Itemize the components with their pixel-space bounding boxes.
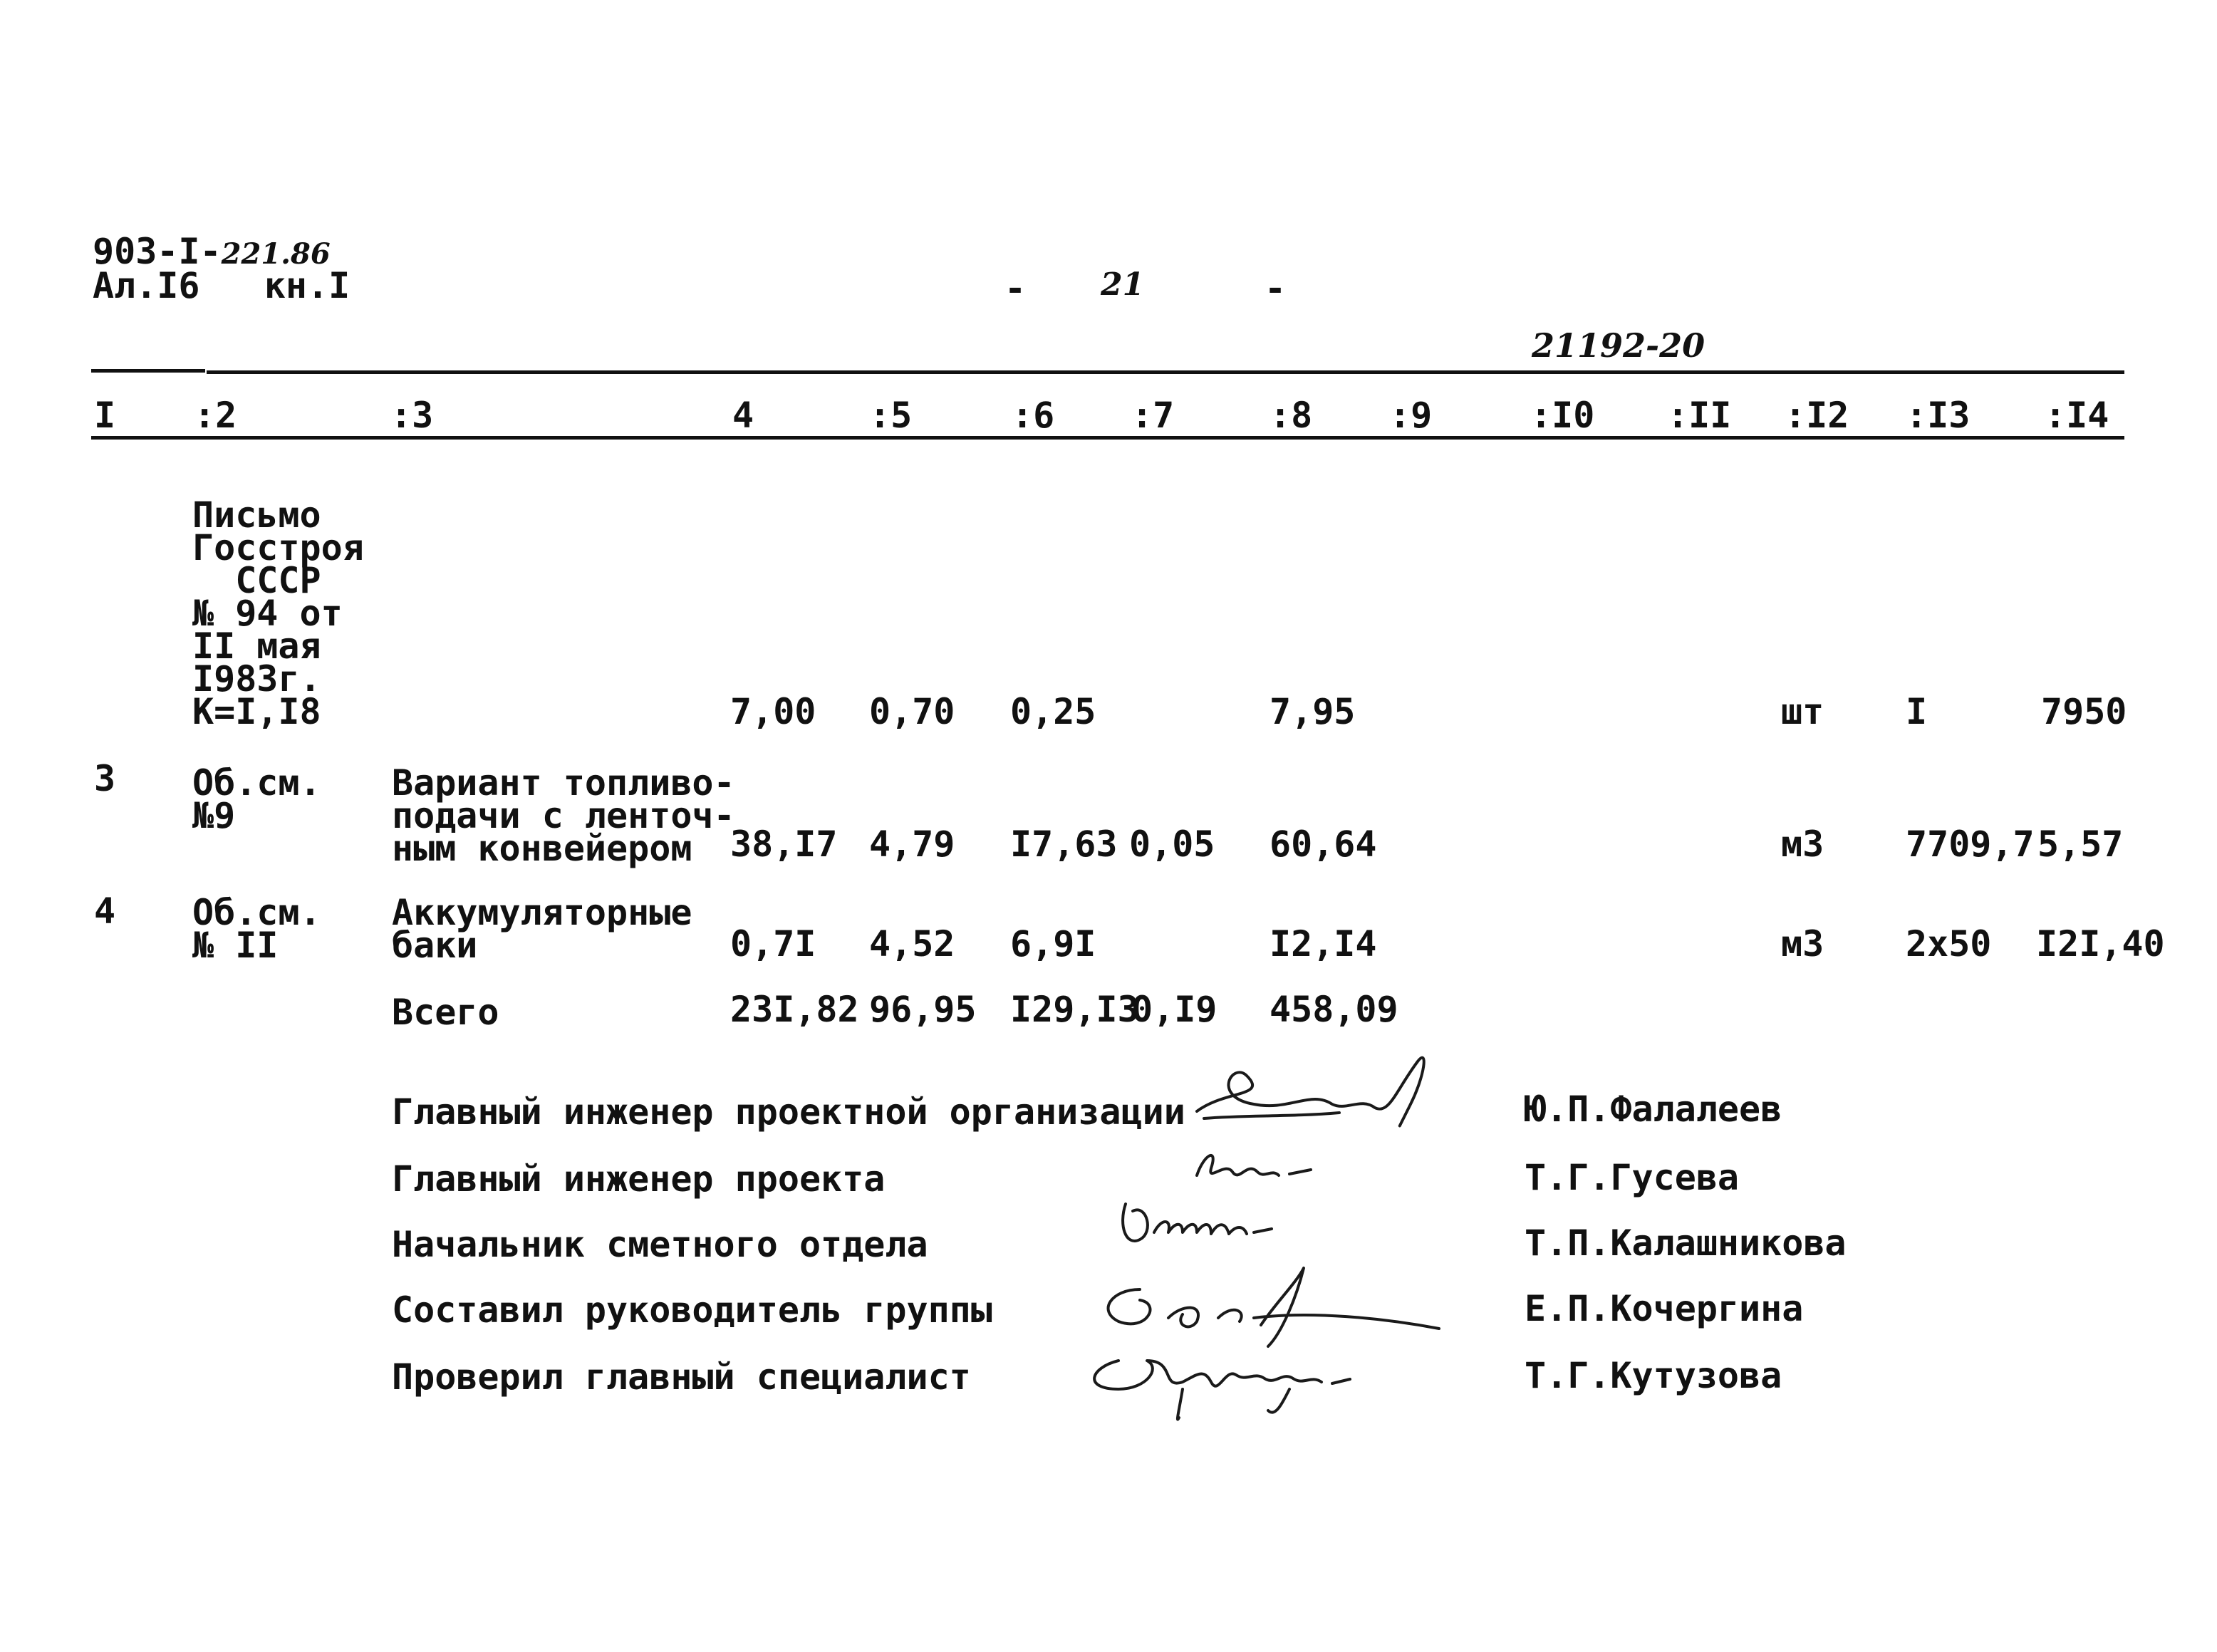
description-cell: Аккумуляторные баки [392,892,692,966]
cell-col8: 60,64 [1270,824,1377,865]
cell-col5: 4,79 [869,824,955,865]
reference-cell: Об.см. №9 [192,762,321,836]
column-header: :7 [1131,395,1175,436]
column-header: :6 [1012,395,1055,436]
signature-role: Главный инженер проекта [392,1158,886,1200]
cell-col7: 0,05 [1129,824,1215,865]
cell-col8: I2,I4 [1270,923,1377,965]
cell-col6: 0,25 [1010,691,1096,732]
total-col8: 458,09 [1270,989,1398,1030]
reference-cell: Письмо Госстроя СССР № 94 от II мая I983г. К=I,I8 [192,494,364,732]
handwritten-signature [1111,1190,1297,1261]
cell-col13: 7709,7 [1906,824,2035,865]
column-header: :8 [1270,395,1313,436]
cell-col12: м3 [1781,824,1824,865]
signature-name: Т.П.Калашникова [1525,1222,1847,1264]
cell-col13: I [1906,691,1928,732]
column-header: :I4 [2045,395,2109,436]
handwritten-signature [1190,1140,1332,1197]
column-header: :5 [869,395,913,436]
signature-name: Ю.П.Фалалеев [1525,1089,1782,1130]
cell-col14: I2I,40 [2036,923,2165,965]
signature-name: Т.Г.Кутузова [1525,1355,1782,1396]
reference-cell: Об.см. № II [192,892,321,966]
column-header: :I3 [1906,395,1971,436]
cell-col4: 38,I7 [730,824,838,865]
cell-col14: 5,57 [2037,824,2124,865]
cell-col14: 7950 [2041,691,2127,732]
header-rule-bottom [91,436,2124,440]
page-dash-left: - [1004,268,1027,309]
cell-col5: 4,52 [869,923,955,965]
total-col6: I29,I3 [1010,989,1139,1030]
cell-col6: I7,63 [1010,824,1118,865]
signature-role: Составил руководитель группы [392,1289,992,1331]
page-dash-right: - [1265,268,1287,309]
column-header: :2 [194,395,237,436]
album-line: Ал.I6 кн.I [93,265,351,306]
handwritten-signature [1076,1332,1389,1432]
cell-col8: 7,95 [1270,691,1356,732]
column-header: 4 [732,395,754,436]
cell-col5: 0,70 [869,691,955,732]
handwritten-signature [1183,1047,1446,1140]
header-rule-short [91,369,205,373]
cell-col12: шт [1781,691,1824,732]
signature-role: Начальник сметного отдела [392,1224,928,1265]
description-cell: Вариант топливо- подачи с ленточ- ным конвейером [392,762,735,869]
column-header: :9 [1389,395,1433,436]
cell-col13: 2х50 [1906,923,1992,965]
total-col4: 23I,82 [730,989,859,1030]
header-rule-top [207,370,2124,374]
column-header: :II [1667,395,1732,436]
document-code-handwritten: 221.86 [221,237,331,271]
cell-col12: м3 [1781,923,1824,965]
cell-col6: 6,9I [1010,923,1096,965]
document-code-prefix: 903-I- [93,231,222,272]
signature-name: Т.Г.Гусева [1525,1157,1740,1198]
column-header: :I0 [1530,395,1595,436]
row-number: 3 [94,758,116,799]
page-number: 21 [1101,266,1145,303]
column-header: I [94,395,116,436]
signature-role: Главный инженер проектной организации [392,1091,1185,1133]
column-header: :I2 [1785,395,1849,436]
signature-name: Е.П.Кочергина [1525,1288,1804,1329]
column-header: :3 [390,395,434,436]
stamp-number: 21192-20 [1532,326,1705,365]
total-label: Всего [392,992,499,1033]
cell-col4: 0,7I [730,923,816,965]
row-number: 4 [94,890,116,932]
total-col5: 96,95 [869,989,977,1030]
signature-role: Проверил главный специалист [392,1356,971,1398]
total-col7: 0,I9 [1131,989,1217,1030]
cell-col4: 7,00 [730,691,816,732]
